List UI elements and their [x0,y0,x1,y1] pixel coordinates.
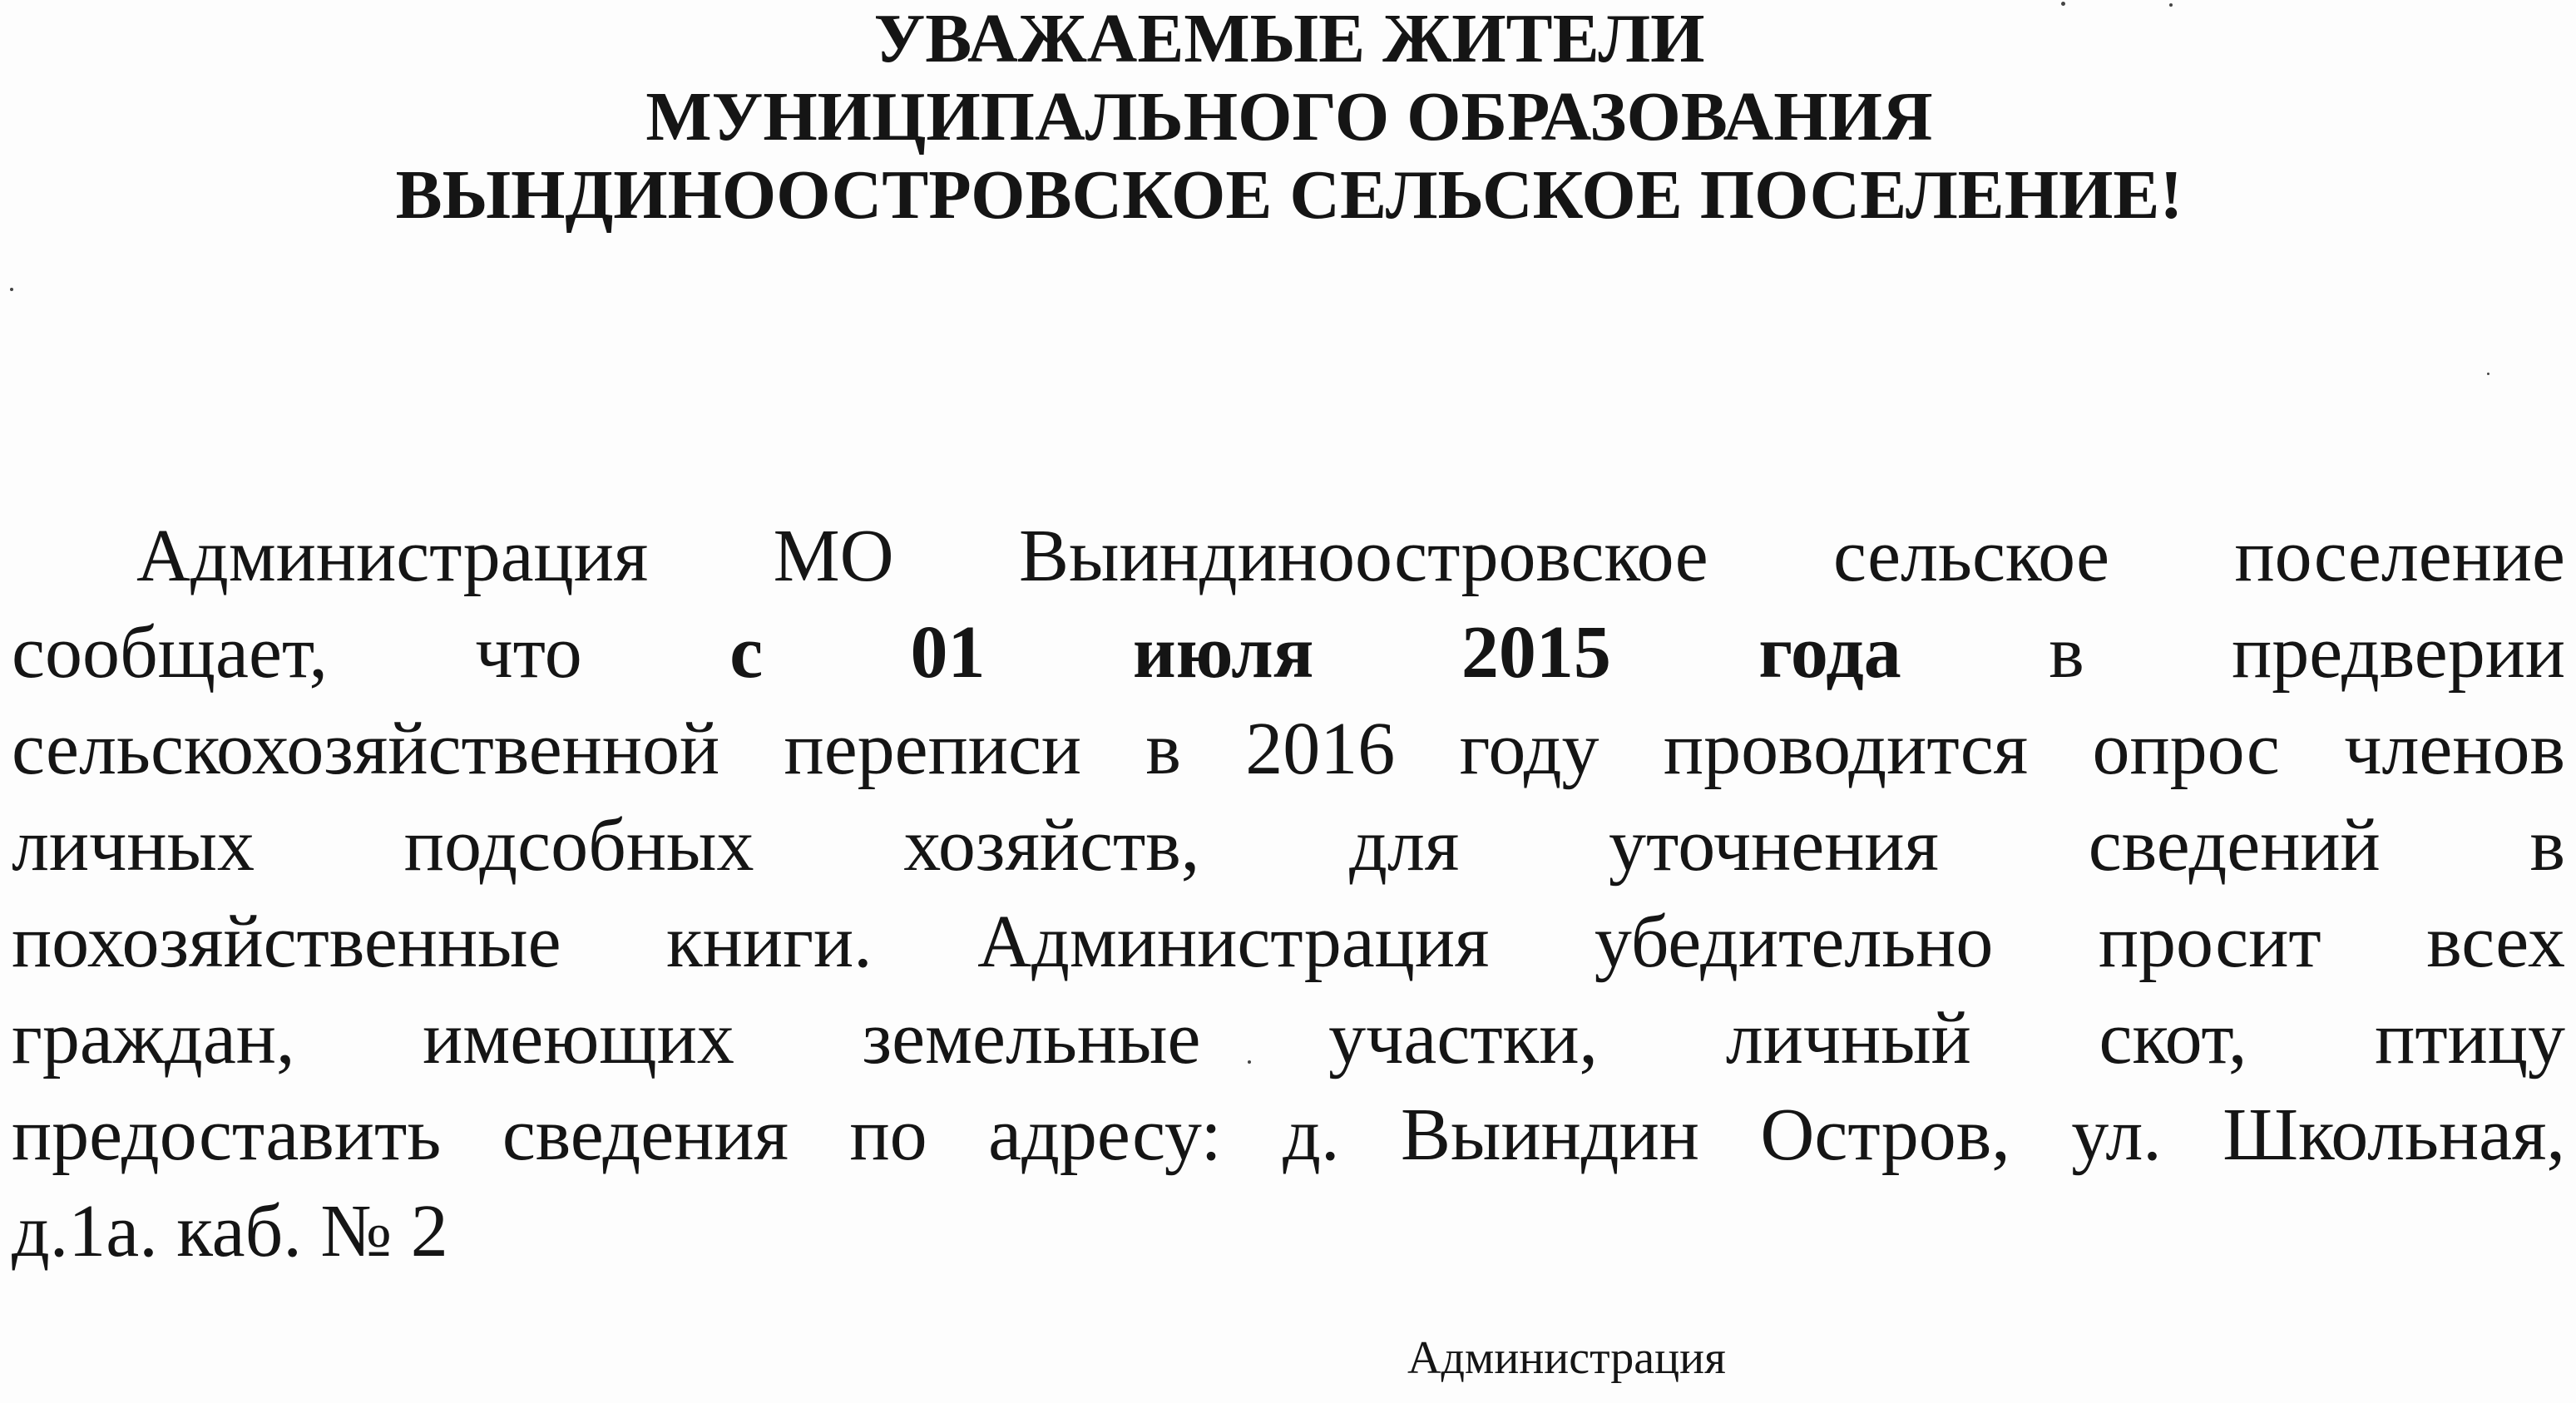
body-line-4: личных подсобных хозяйств, для уточнения сведений в [12,804,2565,887]
body-line-7: предоставить сведения по адресу: д. Выиндин Остров, ул. Школьная, [12,1094,2565,1176]
body-line-6: граждан, имеющих земельные участки, личный скот, птицу [12,997,2565,1079]
body-line-2-start: сообщает, что [12,611,582,694]
body-line-2 [12,605,2565,701]
announcement-date: с 01 июля 2015 года [729,611,1901,694]
heading-line-3: ВЫНДИНООСТРОВСКОЕ СЕЛЬСКОЕ ПОСЕЛЕНИЕ! [395,156,2183,234]
heading-line-2: МУНИЦИПАЛЬНОГО ОБРАЗОВАНИЯ [645,78,1933,156]
announcement-body [12,508,2565,1280]
body-line-2-end: в предверии [2049,611,2566,694]
heading-line-1: УВАЖАЕМЫЕ ЖИТЕЛИ [873,0,1705,77]
scan-speck [10,288,13,291]
body-line-1: Администрация МО Выиндиноостровское сельское поселение [136,515,2565,597]
body-line-5: похозяйственные книги. Администрация убедительно просит всех [12,901,2565,983]
body-line-3: сельскохозяйственной переписи в 2016 году проводится опрос членов [12,708,2565,790]
document-heading [250,0,2329,235]
body-line-8: д.1а. каб. № 2 [12,1190,448,1272]
scan-speck [2487,373,2489,375]
signature-label: Администрация [1407,1332,1726,1384]
